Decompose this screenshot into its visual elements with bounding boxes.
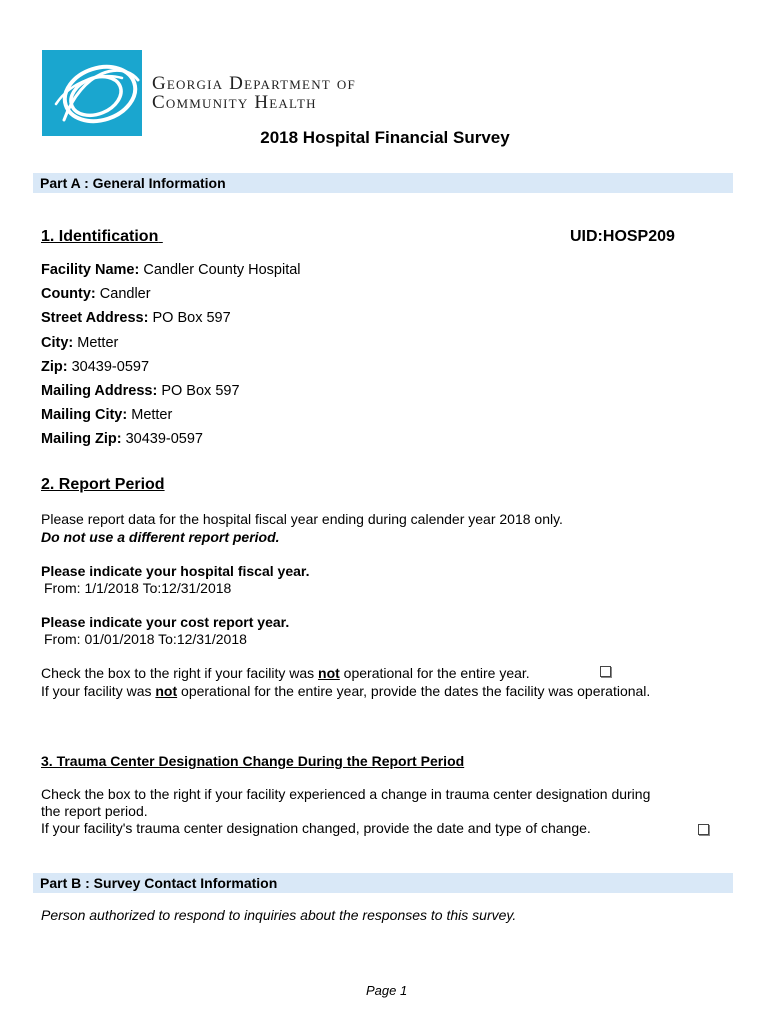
operational-dates-instruction: If your facility was not operational for the entire year, provide the dates the facility was operational. xyxy=(41,683,651,699)
document-title: 2018 Hospital Financial Survey xyxy=(260,128,510,147)
field-value: 30439-0597 xyxy=(125,431,203,448)
field-value: Metter xyxy=(131,407,173,424)
field-value: Metter xyxy=(77,334,119,351)
field-value: Candler County Hospital xyxy=(143,262,301,278)
fiscal-year-value: From: 1/1/2018 To:12/31/2018 xyxy=(44,580,232,596)
field-row xyxy=(41,359,149,375)
field-row xyxy=(41,286,151,302)
field-row xyxy=(41,383,240,399)
report-period-warning: Do not use a different report period. xyxy=(41,529,280,545)
part-b-header: Part B : Survey Contact Information xyxy=(33,873,733,893)
field-value: 30439-0597 xyxy=(71,358,150,375)
identification-heading: 1. Identification xyxy=(41,228,159,245)
uid-label: UID:HOSP209 xyxy=(570,228,675,245)
report-period-instruction: Please report data for the hospital fiscal year ending during calender year 2018 only. xyxy=(41,511,563,527)
trauma-instruction-line3: If your facility's trauma center designation changed, provide the date and type of change. xyxy=(41,820,591,836)
field-value: Candler xyxy=(99,286,151,303)
field-label: Facility Name: xyxy=(41,262,140,278)
field-value: PO Box 597 xyxy=(161,383,240,399)
dch-circle-logo-icon xyxy=(42,50,142,136)
fiscal-year-label: Please indicate your hospital fiscal year. xyxy=(41,563,310,579)
contact-note: Person authorized to respond to inquiries about the responses to this survey. xyxy=(41,907,517,923)
field-label: County: xyxy=(41,286,96,303)
not-operational-checkbox[interactable] xyxy=(600,666,611,677)
field-row xyxy=(41,310,231,326)
report-period-heading: 2. Report Period xyxy=(41,476,165,493)
field-value: PO Box 597 xyxy=(152,310,231,327)
field-row xyxy=(41,335,118,351)
field-label: Mailing City: xyxy=(41,407,128,424)
org-name-line1: Georgia Department of xyxy=(152,73,356,94)
trauma-change-checkbox[interactable] xyxy=(698,824,709,835)
field-label: Mailing Zip: xyxy=(41,431,122,448)
trauma-instruction-line1: Check the box to the right if your facility experienced a change in trauma center designation during xyxy=(41,786,651,802)
not-operational-instruction: Check the box to the right if your facility was not operational for the entire year. xyxy=(41,665,530,681)
field-label: Street Address: xyxy=(41,310,149,327)
part-a-header: Part A : General Information xyxy=(33,173,733,193)
field-label: City: xyxy=(41,334,74,351)
field-label: Mailing Address: xyxy=(41,383,158,399)
cost-report-label: Please indicate your cost report year. xyxy=(41,614,290,630)
trauma-instruction-line2: the report period. xyxy=(41,803,148,819)
org-name-line2: Community Health xyxy=(152,92,317,113)
page-number: Page 1 xyxy=(366,983,408,998)
field-label: Zip: xyxy=(41,358,68,375)
field-row xyxy=(41,262,301,278)
trauma-heading: 3. Trauma Center Designation Change During the Report Period xyxy=(41,753,465,769)
field-row xyxy=(41,431,203,447)
cost-report-value: From: 01/01/2018 To:12/31/2018 xyxy=(44,631,247,647)
field-row xyxy=(41,407,172,423)
